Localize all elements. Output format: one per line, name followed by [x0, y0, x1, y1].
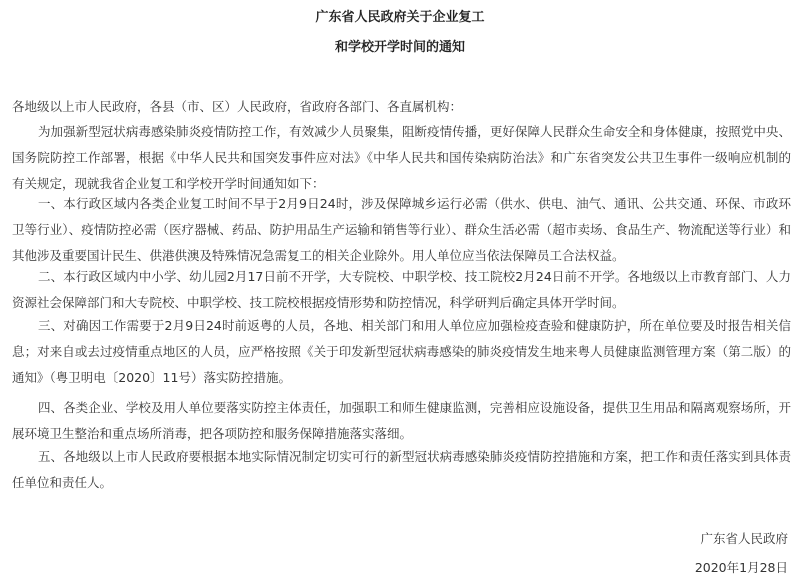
paragraph-item-4: 四、各类企业、学校及用人单位要落实防控主体责任，加强职工和师生健康监测，完善相应设施设备，提供卫生用品和隔离观察场所，开展环境卫生整治和重点场所消毒，把各项防控和服务保障措施落实落细。: [12, 400, 791, 441]
salutation: 各地级以上市人民政府，各县（市、区）人民政府，省政府各部门、各直属机构：: [12, 99, 463, 114]
signature-organization: 广东省人民政府: [700, 531, 788, 546]
paragraph-preamble: 为加强新型冠状病毒感染肺炎疫情防控工作，有效减少人员聚集，阻断疫情传播，更好保障人民群众生命安全和身体健康，按照党中央、国务院防控工作部署，根据《中华人民共和国突发事件应对法》《中华人民共和国传染病防治法》和广东省突发公共卫生事件一级响应机制的有关规定，现就我省企业复工和学校开学时间通知如下：: [12, 124, 791, 191]
paragraph-item-5: 五、各地级以上市人民政府要根据本地实际情况制定切实可行的新型冠状病毒感染肺炎疫情防控措施和方案，把工作和责任落实到具体责任单位和责任人。: [12, 449, 791, 490]
document-title-line-2: 和学校开学时间的通知: [334, 40, 465, 55]
signature-date: 2020年1月28日: [694, 560, 788, 575]
paragraph-item-3: 三、对确因工作需要于2月9日24时前返粤的人员，各地、相关部门和用人单位应加强检疫查验和健康防护，所在单位要及时报告相关信息；对来自或去过疫情重点地区的人员，应严格按照《关于印发新型冠状病毒感染的肺炎疫情发生地来粤人员健康监测管理方案（第二版）的通知》（粤卫明电〔2020〕11号）落实防控措施。: [12, 318, 791, 385]
paragraph-item-2: 二、本行政区域内中小学、幼儿园2月17日前不开学，大专院校、中职学校、技工院校2月24日前不开学。各地级以上市教育部门、人力资源社会保障部门和大专院校、中职学校、技工院校根据疫情形势和防控情况，科学研判后确定具体开学时间。: [12, 269, 791, 310]
paragraph-item-1: 一、本行政区域内各类企业复工时间不早于2月9日24时，涉及保障城乡运行必需（供水、供电、油气、通讯、公共交通、环保、市政环卫等行业）、疫情防控必需（医疗器械、药品、防护用品生产运输和销售等行业）、群众生活必需（超市卖场、食品生产、物流配送等行业）和其他涉及重要国计民生、供港供澳及特殊情况急需复工的相关企业除外。用人单位应当依法保障员工合法权益。: [12, 196, 791, 263]
document-title-line-1: 广东省人民政府关于企业复工: [315, 10, 485, 25]
